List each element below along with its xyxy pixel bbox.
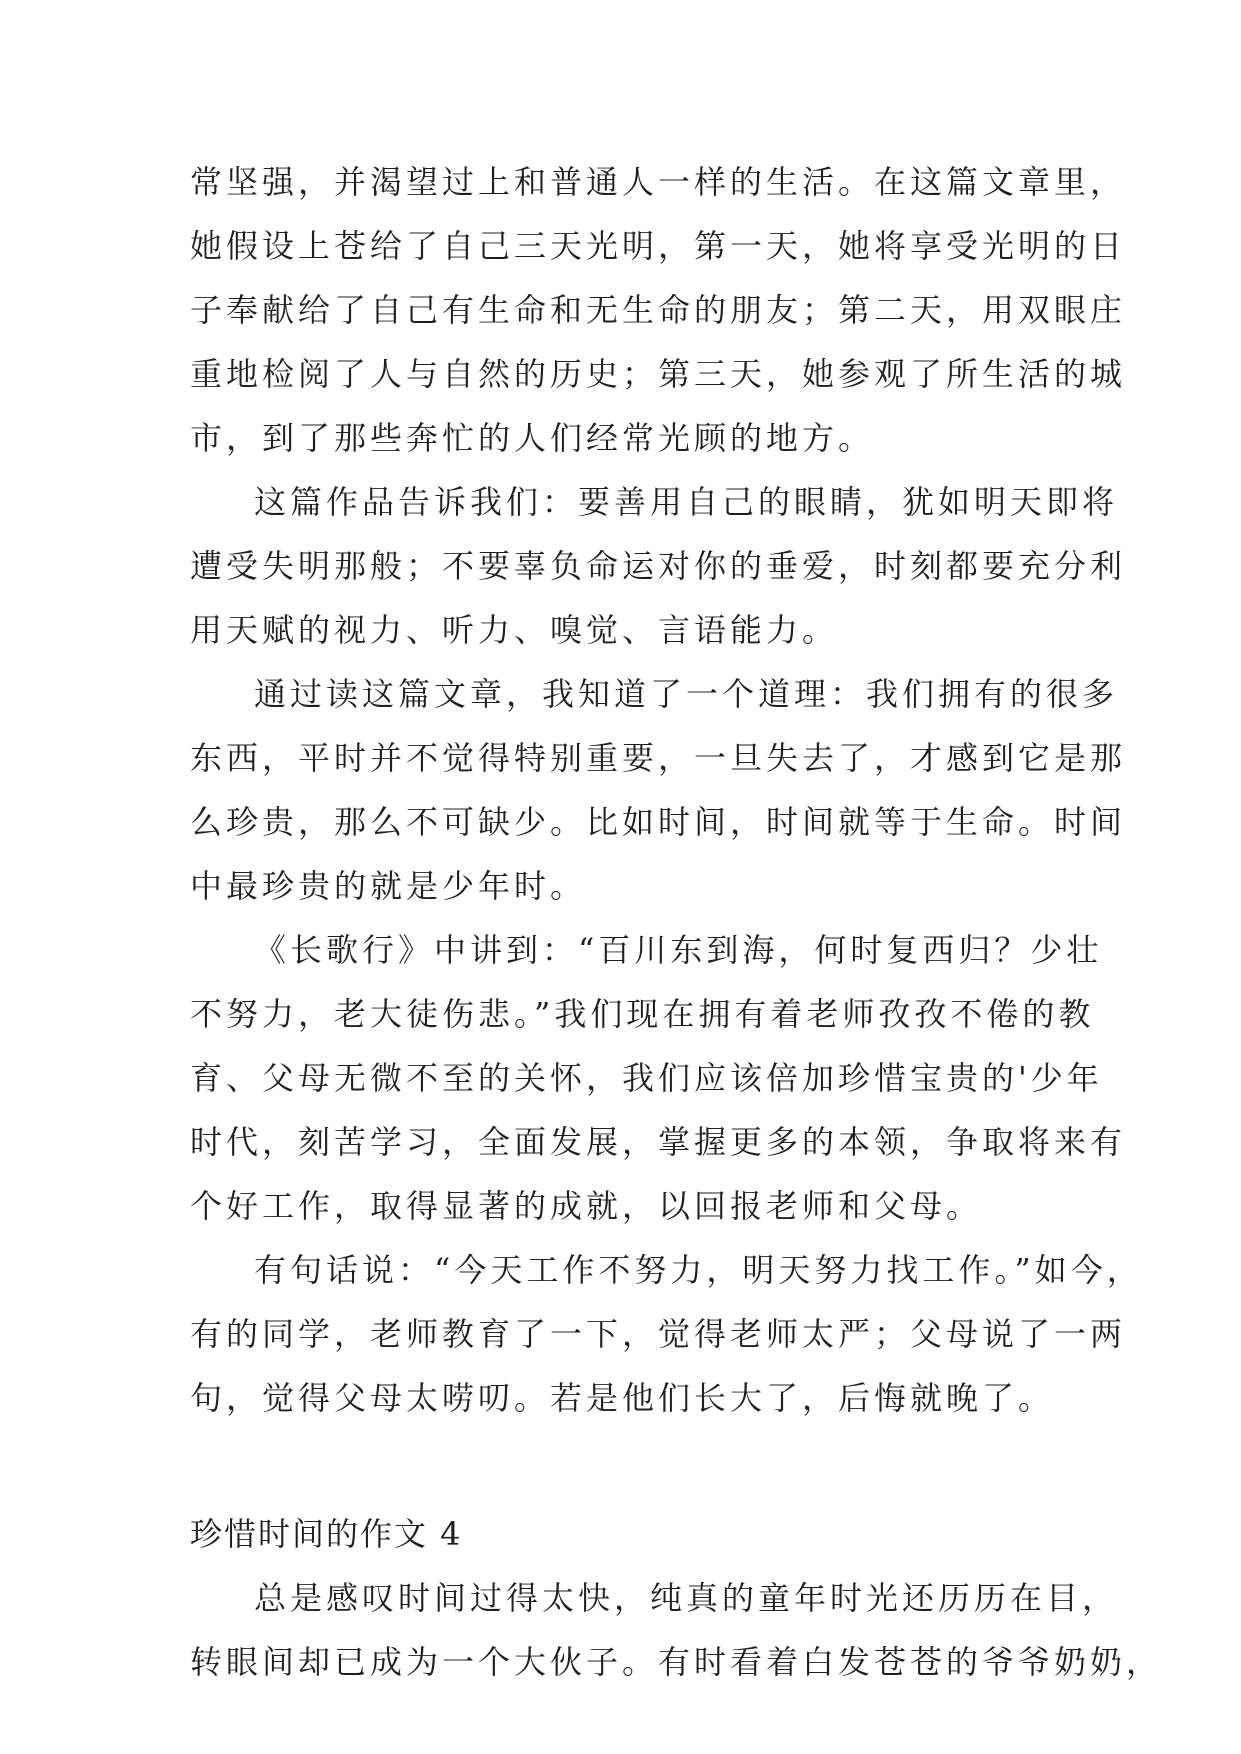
text-line: 总是感叹时间过得太快，纯真的童年时光还历历在目， <box>254 1579 1119 1617</box>
text-line: 个好工作，取得显著的成就，以回报老师和父母。 <box>190 1187 983 1225</box>
text-line: 有的同学，老师教育了一下，觉得老师太严；父母说了一两 <box>190 1315 1127 1353</box>
text-line: 转眼间却已成为一个大伙子。有时看着白发苍苍的爷爷奶奶， <box>190 1643 1163 1681</box>
text-line: 么珍贵，那么不可缺少。比如时间，时间就等于生命。时间 <box>190 803 1127 841</box>
text-line: 常坚强，并渴望过上和普通人一样的生活。在这篇文章里， <box>190 163 1127 201</box>
text-line: 市，到了那些奔忙的人们经常光顾的地方。 <box>190 419 875 457</box>
paragraph-6 <box>190 1566 1163 1694</box>
paragraph-1 <box>190 150 1127 470</box>
paragraph-2 <box>190 470 1127 662</box>
text-line: 《长歌行》中讲到：“百川东到海，何时复西归？少壮 <box>254 931 1103 969</box>
text-line: 育、父母无微不至的关怀，我们应该倍加珍惜宝贵的'少年 <box>190 1059 1103 1097</box>
text-line: 重地检阅了人与自然的历史；第三天，她参观了所生活的城 <box>190 355 1127 393</box>
section-gap <box>190 1430 1060 1502</box>
paragraph-3 <box>190 662 1127 918</box>
text-line: 通过读这篇文章，我知道了一个道理：我们拥有的很多 <box>254 675 1119 713</box>
text-line: 东西，平时并不觉得特别重要，一旦失去了，才感到它是那 <box>190 739 1127 777</box>
text-line: 这篇作品告诉我们：要善用自己的眼睛，犹如明天即将 <box>254 483 1119 521</box>
text-line: 子奉献给了自己有生命和无生命的朋友；第二天，用双眼庄 <box>190 291 1127 329</box>
text-line: 句，觉得父母太唠叨。若是他们长大了，后悔就晚了。 <box>190 1379 1055 1417</box>
text-line: 她假设上苍给了自己三天光明，第一天，她将享受光明的日 <box>190 227 1127 265</box>
section-heading: 珍惜时间的作文 4 <box>190 1515 463 1553</box>
document-page <box>190 150 1163 1694</box>
text-line: 不努力，老大徒伤悲。”我们现在拥有着老师孜孜不倦的教 <box>190 995 1095 1033</box>
text-line: 中最珍贵的就是少年时。 <box>190 867 587 905</box>
text-line: 遭受失明那般；不要辜负命运对你的垂爱，时刻都要充分利 <box>190 547 1127 585</box>
text-line: 用天赋的视力、听力、嗅觉、言语能力。 <box>190 611 839 649</box>
text-line: 时代，刻苦学习，全面发展，掌握更多的本领，争取将来有 <box>190 1123 1127 1161</box>
text-line: 有句话说：“今天工作不努力，明天努力找工作。”如今， <box>254 1251 1143 1289</box>
paragraph-4 <box>190 918 1127 1238</box>
paragraph-5 <box>190 1238 1143 1430</box>
